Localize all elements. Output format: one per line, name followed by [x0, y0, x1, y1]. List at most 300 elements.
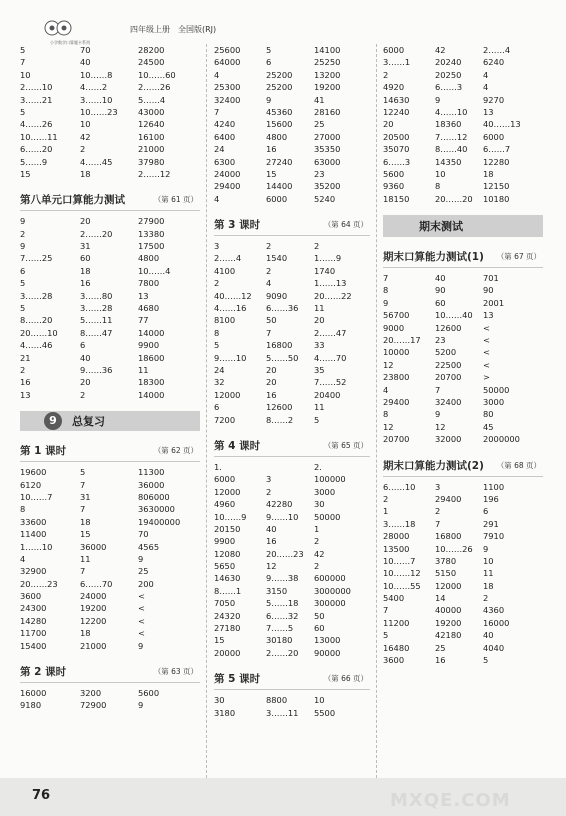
answer-cell: 6……10: [383, 481, 416, 492]
answer-row: [383, 143, 543, 155]
answer-row: [214, 118, 370, 130]
column-divider: [376, 44, 377, 778]
answer-cell: 16480: [383, 642, 410, 653]
answer-row: [20, 602, 200, 614]
answer-row: [214, 131, 370, 143]
answer-row: [214, 376, 370, 388]
answer-cell: 8……40: [435, 144, 468, 155]
answer-cell: 6300: [214, 156, 236, 167]
answer-row: [20, 615, 200, 627]
answer-cell: 10……9: [214, 511, 247, 522]
answer-block: [214, 240, 370, 426]
answer-row: [214, 548, 370, 560]
answer-cell: 6000: [214, 474, 236, 485]
answer-cell: 14100: [314, 45, 341, 55]
answer-cell: 16800: [435, 531, 462, 542]
answer-cell: 63000: [314, 156, 341, 167]
answer-row: [20, 590, 200, 602]
answer-row: [20, 168, 200, 180]
answer-cell: 9: [138, 700, 144, 711]
answer-row: [20, 699, 200, 711]
answer-cell: 45: [483, 421, 494, 432]
answer-cell: 28200: [138, 45, 165, 55]
answer-cell: 4……26: [20, 119, 53, 130]
answer-cell: 30180: [266, 635, 293, 646]
answer-cell: 6240: [483, 57, 505, 68]
answer-cell: 11700: [20, 628, 47, 639]
answer-row: [383, 481, 543, 493]
section-title: 期末口算能力测试(2) （第 68 页）: [383, 454, 543, 477]
answer-row: [20, 479, 200, 491]
answer-cell: 50000: [314, 511, 341, 522]
answer-row: [20, 376, 200, 388]
answer-cell: 3……1: [383, 57, 411, 68]
section-title: 期末口算能力测试(1) （第 67 页）: [383, 245, 543, 268]
answer-cell: 12: [383, 359, 394, 370]
section-title: 第 4 课时 （第 65 页）: [214, 434, 370, 457]
answer-cell: 20……22: [314, 290, 352, 301]
answer-row: [20, 327, 200, 339]
answer-cell: 14000: [138, 327, 165, 338]
section-title: 第 1 课时 （第 62 页）: [20, 439, 200, 462]
answer-cell: 24320: [214, 610, 241, 621]
answer-cell: 16: [435, 655, 446, 666]
answer-row: [20, 94, 200, 106]
answer-cell: 18150: [383, 193, 410, 204]
answer-cell: 3000: [483, 396, 505, 407]
answer-row: [383, 543, 543, 555]
column-2: [214, 44, 370, 719]
answer-cell: 2: [266, 241, 272, 252]
answer-cell: 8100: [214, 315, 236, 326]
answer-cell: 2: [266, 486, 272, 497]
answer-cell: 200: [138, 578, 154, 589]
answer-cell: 4……46: [20, 340, 53, 351]
answer-cell: 10: [314, 695, 325, 706]
answer-row: [383, 284, 543, 296]
answer-cell: 7910: [483, 531, 505, 542]
answer-cell: 10: [435, 168, 446, 179]
answer-cell: 4: [214, 193, 220, 204]
answer-cell: 10……7: [20, 491, 53, 502]
answer-cell: 6000: [383, 45, 405, 55]
answer-row: [214, 511, 370, 523]
answer-row: [20, 541, 200, 553]
answer-cell: 1……10: [20, 541, 53, 552]
answer-row: [20, 143, 200, 155]
answer-cell: 70: [80, 45, 91, 55]
answer-block: [383, 44, 543, 205]
answer-row: [383, 421, 543, 433]
answer-cell: 12640: [138, 119, 165, 130]
answer-cell: 2: [383, 493, 389, 504]
answer-cell: 5: [20, 303, 26, 314]
answer-cell: 20240: [435, 57, 462, 68]
answer-cell: 7: [80, 504, 86, 515]
answer-block: [214, 44, 370, 205]
answer-cell: 60: [80, 253, 91, 264]
answer-cell: 37980: [138, 156, 165, 167]
answer-cell: 13: [138, 290, 149, 301]
answer-cell: 24300: [20, 603, 47, 614]
answer-cell: 40: [80, 57, 91, 68]
answer-cell: 5600: [383, 168, 405, 179]
answer-cell: 3……28: [80, 303, 113, 314]
answer-cell: 10……60: [138, 69, 176, 80]
answer-row: [20, 466, 200, 478]
answer-row: [20, 44, 200, 56]
answer-row: [214, 647, 370, 659]
answer-cell: 5: [314, 414, 320, 425]
answer-row: [383, 118, 543, 130]
answer-cell: 7: [80, 479, 86, 490]
answer-row: [214, 523, 370, 535]
answer-row: [383, 384, 543, 396]
answer-cell: <: [138, 603, 145, 614]
answer-cell: 806000: [138, 491, 170, 502]
answer-cell: 5: [483, 655, 489, 666]
answer-cell: 12000: [435, 580, 462, 591]
answer-cell: 9900: [138, 340, 160, 351]
answer-cell: 12080: [214, 548, 241, 559]
answer-cell: 2: [80, 144, 86, 155]
answer-cell: 42: [80, 131, 91, 142]
answer-row: [214, 486, 370, 498]
answer-cell: 4360: [483, 605, 505, 616]
answer-row: [214, 290, 370, 302]
answer-row: [214, 622, 370, 634]
answer-row: [383, 567, 543, 579]
answer-row: [383, 555, 543, 567]
answer-row: [214, 94, 370, 106]
header-grade-text: 四年级上册 全国版(RJ): [130, 25, 217, 34]
answer-row: [20, 352, 200, 364]
answer-cell: 9: [383, 297, 389, 308]
answer-cell: 7200: [214, 414, 236, 425]
answer-cell: 13: [20, 389, 31, 400]
answer-row: [214, 414, 370, 426]
answer-cell: 10……55: [383, 580, 421, 591]
answer-cell: 8……47: [80, 327, 113, 338]
answer-cell: 13: [483, 106, 494, 117]
answer-cell: 20……23: [20, 578, 58, 589]
answer-row: [383, 642, 543, 654]
answer-row: [214, 473, 370, 485]
answer-cell: 14280: [20, 615, 47, 626]
answer-cell: 5……18: [266, 598, 299, 609]
answer-cell: 29400: [383, 396, 410, 407]
answer-row: [20, 215, 200, 227]
answer-cell: 4240: [214, 119, 236, 130]
answer-row: [214, 193, 370, 205]
answer-cell: <: [138, 615, 145, 626]
sub-question-labels: 1. 2.: [214, 461, 322, 472]
answer-cell: 291: [483, 518, 499, 529]
answer-cell: 12: [435, 421, 446, 432]
answer-cell: 28160: [314, 106, 341, 117]
answer-cell: 9090: [266, 290, 288, 301]
answer-row: [383, 156, 543, 168]
answer-row: [214, 143, 370, 155]
answer-row: [20, 503, 200, 515]
answer-cell: 19600: [20, 467, 47, 478]
answer-cell: 11: [80, 553, 91, 564]
answer-cell: 17500: [138, 241, 165, 252]
brand-text: 小学数学口算题卡系列: [50, 40, 90, 45]
answer-cell: 7: [435, 518, 441, 529]
answer-cell: 13000: [314, 635, 341, 646]
answer-row: [214, 634, 370, 646]
answer-cell: 29400: [435, 493, 462, 504]
answer-cell: 43000: [138, 106, 165, 117]
answer-row: [214, 302, 370, 314]
answer-row: [383, 309, 543, 321]
answer-row: [383, 44, 543, 56]
answer-cell: 30: [314, 499, 325, 510]
answer-cell: 16: [20, 377, 31, 388]
answer-cell: 9: [483, 543, 489, 554]
answer-cell: 7050: [214, 598, 236, 609]
answer-cell: 11400: [20, 529, 47, 540]
answer-cell: 5: [266, 45, 272, 55]
answer-cell: 25200: [266, 69, 293, 80]
answer-cell: 20……20: [435, 193, 473, 204]
answer-row: [214, 44, 370, 56]
answer-cell: 3……21: [20, 94, 53, 105]
answer-cell: 15: [214, 635, 225, 646]
answer-row: [383, 629, 543, 641]
answer-cell: 40: [483, 630, 494, 641]
answer-row: [214, 339, 370, 351]
answer-block: [214, 473, 370, 659]
answer-cell: 30: [214, 695, 225, 706]
answer-cell: 10……7: [383, 555, 416, 566]
answer-cell: 15: [266, 168, 277, 179]
answer-row: [383, 297, 543, 309]
answer-row: [214, 156, 370, 168]
answer-cell: 3: [266, 474, 272, 485]
answer-row: [383, 654, 543, 666]
answer-cell: 8……20: [20, 315, 53, 326]
answer-cell: 5: [214, 340, 220, 351]
answer-cell: 35200: [314, 181, 341, 192]
answer-row: [20, 516, 200, 528]
answer-cell: 5600: [138, 688, 160, 699]
answer-cell: 3000000: [314, 585, 351, 596]
answer-cell: 6……7: [483, 144, 511, 155]
answer-cell: 6……3: [435, 82, 463, 93]
answer-row: [20, 228, 200, 240]
answer-cell: 1540: [266, 253, 288, 264]
answer-cell: 20……23: [266, 548, 304, 559]
answer-row: [214, 314, 370, 326]
answer-cell: 18: [80, 516, 91, 527]
answer-row: [383, 371, 543, 383]
answer-cell: 18: [483, 168, 494, 179]
answer-cell: 11: [314, 303, 325, 314]
answer-cell: 4……2: [80, 82, 108, 93]
answer-cell: 9360: [383, 181, 405, 192]
answer-cell: 25300: [214, 82, 241, 93]
answer-row: [383, 518, 543, 530]
answer-row: [383, 493, 543, 505]
answer-block: [20, 687, 200, 712]
answer-cell: 3……18: [383, 518, 416, 529]
answer-cell: 4920: [383, 82, 405, 93]
banner-title: 总复习: [72, 415, 105, 429]
watermark: MXQE.COM: [390, 790, 511, 811]
answer-cell: 8: [435, 181, 441, 192]
answer-row: [20, 240, 200, 252]
answer-cell: 24: [214, 144, 225, 155]
answer-cell: 7: [214, 106, 220, 117]
answer-cell: 19200: [435, 617, 462, 628]
answer-row: [383, 334, 543, 346]
answer-cell: 3600: [20, 591, 42, 602]
answer-row: [383, 69, 543, 81]
answer-cell: 9270: [483, 94, 505, 105]
answer-row: [214, 180, 370, 192]
answer-cell: 18: [80, 265, 91, 276]
answer-cell: 9……36: [80, 364, 113, 375]
answer-cell: 12200: [80, 615, 107, 626]
answer-cell: 4……10: [435, 106, 468, 117]
answer-cell: 20……10: [20, 327, 58, 338]
answer-cell: 13200: [314, 69, 341, 80]
answer-cell: 5……50: [266, 352, 299, 363]
answer-cell: 2: [266, 265, 272, 276]
answer-row: [214, 498, 370, 510]
answer-row: [20, 528, 200, 540]
answer-cell: 27240: [266, 156, 293, 167]
answer-cell: 2: [20, 364, 26, 375]
answer-cell: 1……13: [314, 278, 347, 289]
review-banner: [20, 411, 200, 431]
answer-cell: 9: [435, 409, 441, 420]
final-test-banner: 期末测试: [383, 215, 543, 237]
answer-row: [383, 433, 543, 445]
answer-cell: 9: [20, 241, 26, 252]
answer-cell: 13: [483, 310, 494, 321]
answer-row: [214, 535, 370, 547]
answer-row: [383, 81, 543, 93]
chapter-number: 9: [44, 412, 62, 430]
answer-row: [383, 94, 543, 106]
answer-row: [383, 530, 543, 542]
answer-cell: 32900: [20, 566, 47, 577]
answer-cell: 25600: [214, 45, 241, 55]
answer-cell: 1: [383, 506, 389, 517]
answer-cell: 31: [80, 491, 91, 502]
section-title: 第八单元口算能力测试 （第 61 页）: [20, 188, 200, 211]
answer-cell: 7: [383, 605, 389, 616]
answer-cell: 7……52: [314, 377, 347, 388]
answer-cell: 7: [20, 57, 26, 68]
answer-row: [383, 617, 543, 629]
answer-cell: 18600: [138, 352, 165, 363]
answer-cell: 9: [266, 94, 272, 105]
answer-cell: 16: [266, 389, 277, 400]
column-1: [20, 44, 200, 712]
answer-cell: 20: [80, 377, 91, 388]
answer-cell: 4: [483, 82, 489, 93]
answer-cell: 25200: [266, 82, 293, 93]
answer-cell: 15400: [20, 640, 47, 651]
answer-row: [20, 339, 200, 351]
answer-cell: 6400: [214, 131, 236, 142]
answer-cell: 8……1: [214, 585, 242, 596]
answer-cell: 5650: [214, 561, 236, 572]
answer-cell: 3600: [383, 655, 405, 666]
answer-cell: 18: [80, 168, 91, 179]
answer-cell: 5: [383, 630, 389, 641]
answer-row: [214, 327, 370, 339]
answer-cell: 5……4: [138, 94, 166, 105]
answer-row: [383, 56, 543, 68]
answer-cell: 20400: [314, 389, 341, 400]
answer-cell: 60: [314, 623, 325, 634]
answer-cell: 36000: [80, 541, 107, 552]
answer-cell: 90: [483, 285, 494, 296]
answer-row: [20, 69, 200, 81]
answer-cell: 12600: [266, 402, 293, 413]
answer-row: [20, 290, 200, 302]
answer-cell: 90: [435, 285, 446, 296]
answer-cell: 9……10: [266, 511, 299, 522]
answer-cell: 12600: [435, 322, 462, 333]
answer-cell: 20: [266, 364, 277, 375]
answer-row: [20, 106, 200, 118]
answer-cell: 20250: [435, 69, 462, 80]
answer-cell: 35: [314, 364, 325, 375]
answer-block: [214, 694, 370, 719]
answer-row: [214, 252, 370, 264]
answer-cell: 11: [138, 364, 149, 375]
answer-cell: 11300: [138, 467, 165, 478]
answer-cell: 60: [435, 297, 446, 308]
answer-cell: 5200: [435, 347, 457, 358]
answer-cell: <: [483, 347, 490, 358]
answer-cell: 7: [266, 327, 272, 338]
answer-row: [20, 491, 200, 503]
answer-cell: 4: [383, 384, 389, 395]
answer-cell: 15: [20, 168, 31, 179]
answer-cell: 50: [314, 610, 325, 621]
answer-cell: 11200: [383, 617, 410, 628]
answer-block: [20, 466, 200, 652]
answer-row: [20, 314, 200, 326]
answer-row: [20, 578, 200, 590]
answer-cell: 1: [314, 523, 320, 534]
answer-cell: 15: [80, 529, 91, 540]
answer-row: [383, 193, 543, 205]
answer-cell: 9: [435, 94, 441, 105]
answer-cell: 36000: [138, 479, 165, 490]
answer-cell: 100000: [314, 474, 346, 485]
answer-cell: 18300: [138, 377, 165, 388]
page-number: 76: [32, 788, 51, 803]
answer-cell: 4800: [266, 131, 288, 142]
answer-cell: 41: [314, 94, 325, 105]
answer-cell: 12240: [383, 106, 410, 117]
answer-cell: 5150: [435, 568, 457, 579]
answer-cell: 6000: [266, 193, 288, 204]
answer-cell: <: [483, 359, 490, 370]
answer-cell: 5: [20, 278, 26, 289]
answer-cell: 6000: [483, 131, 505, 142]
answer-row: [214, 694, 370, 706]
answer-cell: 9: [138, 640, 144, 651]
